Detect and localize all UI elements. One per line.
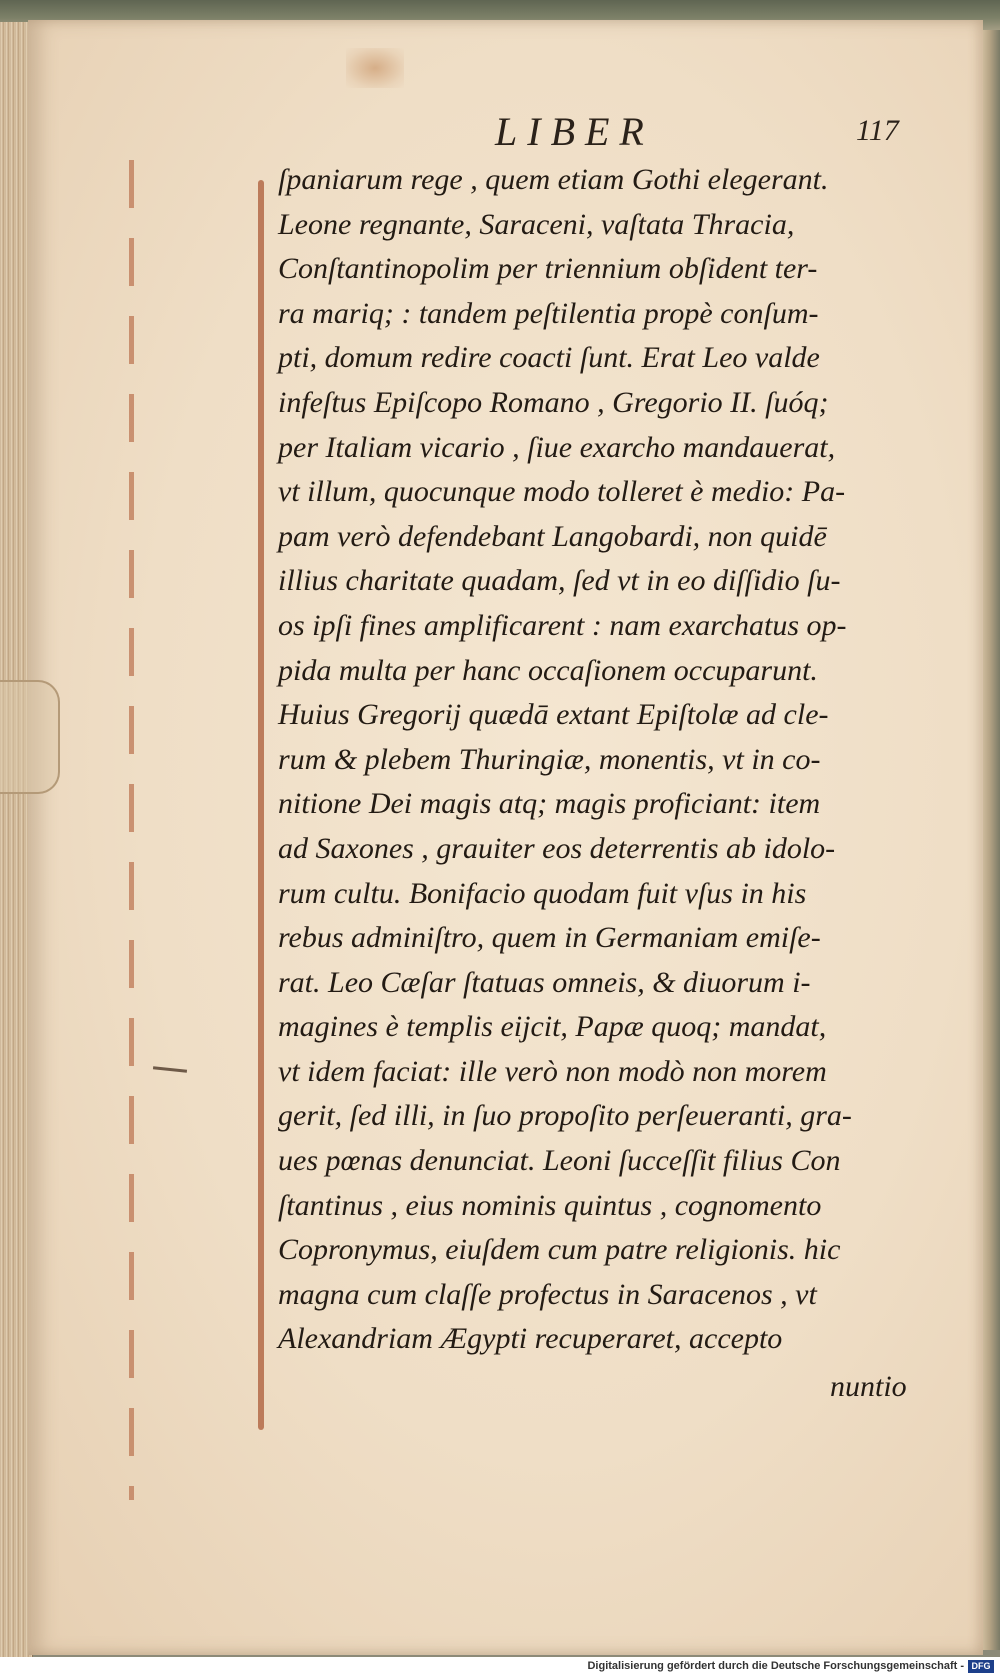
page-number: 117 [856,114,899,147]
book-right-edge [980,30,1000,1650]
text-line: ra mariq; : tandem peſtilentia propè conſum- [278,296,819,330]
text-line: magines è templis eijcit, Papæ quoq; mandat, [278,1010,827,1044]
text-line: ſpaniarum rege , quem etiam Gothi elegerant. [278,163,829,196]
text-line: Conſtantinopolim per triennium obſident ter- [278,252,818,286]
text-line: ad Saxones , grauiter eos deterrentis ab idolo- [278,831,836,865]
catchword: nuntio [830,1370,907,1403]
text-line: ſtantinus , eius nominis quintus , cognomento [278,1188,822,1222]
margin-dashed-rule [129,160,134,1500]
margin-solid-rule [258,180,264,1430]
text-line: nitione Dei magis atq; magis proficiant: item [278,787,821,821]
text-line: Leone regnante, Saraceni, vaſtata Thracia, [278,207,795,241]
text-line: rebus adminiſtro, quem in Germaniam emiſe- [278,921,821,955]
text-line: magna cum claſſe profectus in Saracenos , vt [278,1277,817,1311]
running-header: LIBER [495,109,654,154]
text-line: per Italiam vicario , ſiue exarcho mandauerat, [278,430,836,464]
text-line: pida multa per hanc occaſionem occuparunt. [278,653,818,687]
text-line: os ipſi fines amplificarent : nam exarchatus op- [278,608,847,642]
text-line: pam verò defendebant Langobardi, non quidē [278,519,827,553]
text-line: vt idem faciat: ille verò non modò non morem [278,1054,827,1088]
text-line: Alexandriam Ægypti recuperaret, accepto [278,1322,783,1356]
paper-stain [346,48,404,88]
page-tab-clip [0,680,60,794]
text-line: gerit, ſed illi, in ſuo propoſito perſeueranti, gra- [278,1099,852,1133]
body-text [278,158,968,1362]
text-line: ues pœnas denunciat. Leoni ſucceſſit filius Con [278,1144,841,1178]
text-line: infeſtus Epiſcopo Romano , Gregorio II. ſuóq; [278,385,829,419]
text-line: Huius Gregorij quædā extant Epiſtolæ ad cle- [278,698,829,732]
text-line: Copronymus, eiuſdem cum patre religionis. hic [278,1233,841,1267]
footer-credit: Digitalisierung gefördert durch die Deutsche Forschungsgemeinschaft - [587,1660,964,1672]
text-line: rat. Leo Cæſar ſtatuas omneis, & diuorum i- [278,965,811,999]
dfg-logo: DFG [968,1660,994,1673]
text-line: pti, domum redire coacti ſunt. Erat Leo valde [278,341,820,375]
text-line: vt illum, quocunque modo tolleret è medio: Pa- [278,475,846,509]
text-line: rum & plebem Thuringiæ, monentis, vt in co- [278,742,821,776]
text-line: rum cultu. Bonifacio quodam fuit vſus in his [278,876,807,910]
text-line: illius charitate quadam, ſed vt in eo diſſidio ſu- [278,564,841,598]
